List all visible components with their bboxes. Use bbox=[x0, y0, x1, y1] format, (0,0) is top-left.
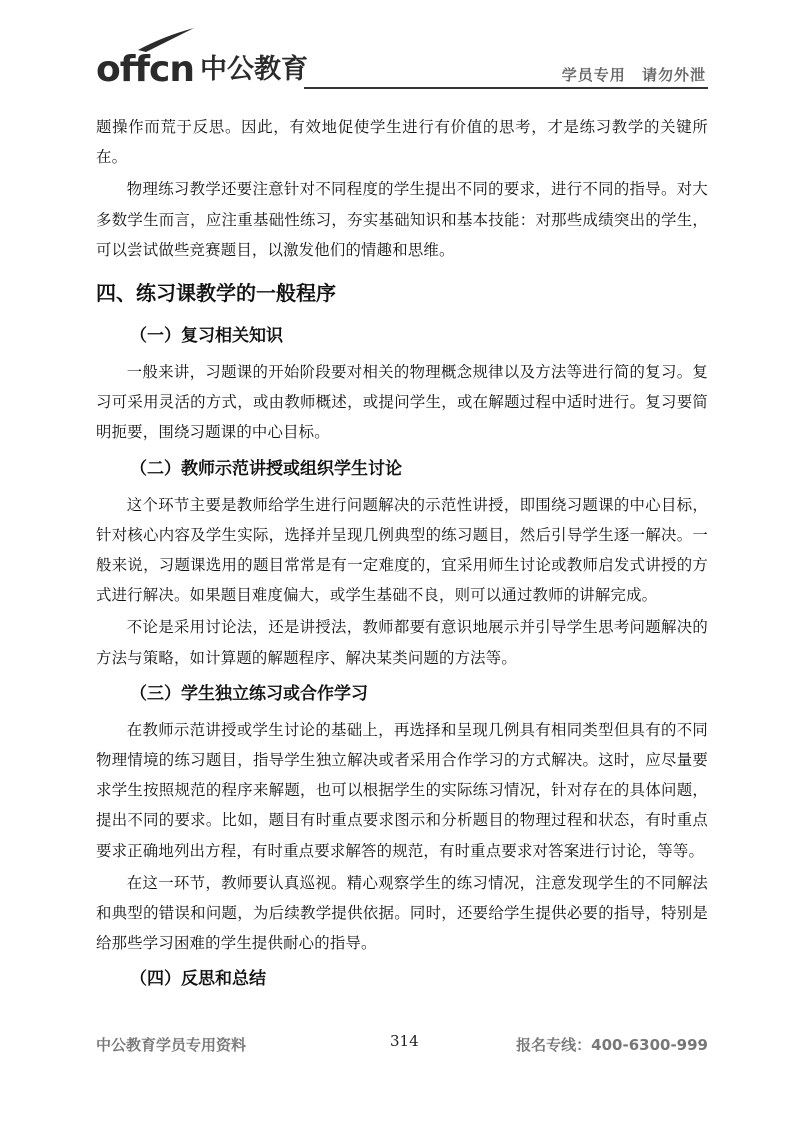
subsection-heading: （二）教师示范讲授或组织学生讨论 bbox=[130, 458, 402, 479]
header-divider bbox=[304, 87, 708, 89]
paragraph-continuation: 题操作而荒于反思。因此，有效地促使学生进行有价值的思考，才是练习教学的关键所在。 bbox=[96, 118, 708, 167]
page-content bbox=[96, 112, 708, 1000]
page-number: 314 bbox=[390, 1032, 419, 1050]
subsection-heading: （三）学生独立练习或合作学习 bbox=[130, 683, 368, 704]
subsection-heading: （一）复习相关知识 bbox=[130, 326, 283, 347]
paragraph: 一般来讲，习题课的开始阶段要对相关的物理概念规律以及方法等进行简的复习。复习可采用灵活的方式，或由教师概述，或提问学生，或在解题过程中适时进行。复习要简明扼要，围绕习题课的中心目标。 bbox=[96, 363, 708, 442]
logo-wordmark: offcn bbox=[96, 49, 195, 90]
page-header bbox=[96, 34, 708, 94]
paragraph: 在这一环节，教师要认真巡视。精心观察学生的练习情况，注意发现学生的不同解法和典型的错误和问题，为后续教学提供依据。同时，还要给学生提供必要的指导，特别是给那些学习困难的学生提供耐心的指导。 bbox=[96, 873, 708, 953]
section-heading: 四、练习课教学的一般程序 bbox=[96, 281, 336, 306]
footer-hotline: 报名专线：400-6300-999 bbox=[516, 1036, 708, 1054]
footer-material-label: 中公教育学员专用资料 bbox=[96, 1036, 247, 1054]
paragraph: 不论是采用讨论法，还是讲授法，教师都要有意识地展示并引导学生思考问题解决的方法与策略，如计算题的解题程序、解决某类问题的方法等。 bbox=[96, 618, 708, 667]
paragraph: 物理练习教学还要注意针对不同程度的学生提出不同的要求，进行不同的指导。对大多数学生而言，应注重基础性练习，夯实基础知识和基本技能：对那些成绩突出的学生，可以尝试做些竞赛题目，以激发他们的情趣和思维。 bbox=[96, 180, 708, 259]
offcn-logo bbox=[96, 40, 308, 90]
subsection-heading: （四）反思和总结 bbox=[130, 969, 266, 990]
paragraph: 这个环节主要是教师给学生进行问题解决的示范性讲授，即围绕习题课的中心目标，针对核心内容及学生实际，选择并呈现几例典型的练习题目，然后引导学生逐一解决。一般来说，习题课选用的题目常常是有一定难度的，宜采用师生讨论或教师启发式讲授的方式进行解决。如果题目难度偏大，或学生基础不良，则可以通过教师的讲解完成。 bbox=[96, 495, 708, 605]
paragraph: 在教师示范讲授或学生讨论的基础上，再选择和呈现几例具有相同类型但具有的不同物理情境的练习题目，指导学生独立解决或者采用合作学习的方式解决。这时，应尽量要求学生按照规范的程序来解题，也可以根据学生的实际练习情况，针对存在的具体问题，提出不同的要求。比如，题目有时重点要求图示和分析题目的物理过程和状态，有时重点要求正确地列出方程，有时重点要求解答的规范，有时重点要求对答案进行讨论，等等。 bbox=[96, 720, 708, 860]
page-footer bbox=[96, 1030, 708, 1056]
logo-swoosh-icon bbox=[136, 26, 196, 52]
header-confidential-note: 学员专用 请勿外泄 bbox=[561, 66, 706, 84]
logo-chinese-name: 中公教育 bbox=[200, 54, 309, 85]
